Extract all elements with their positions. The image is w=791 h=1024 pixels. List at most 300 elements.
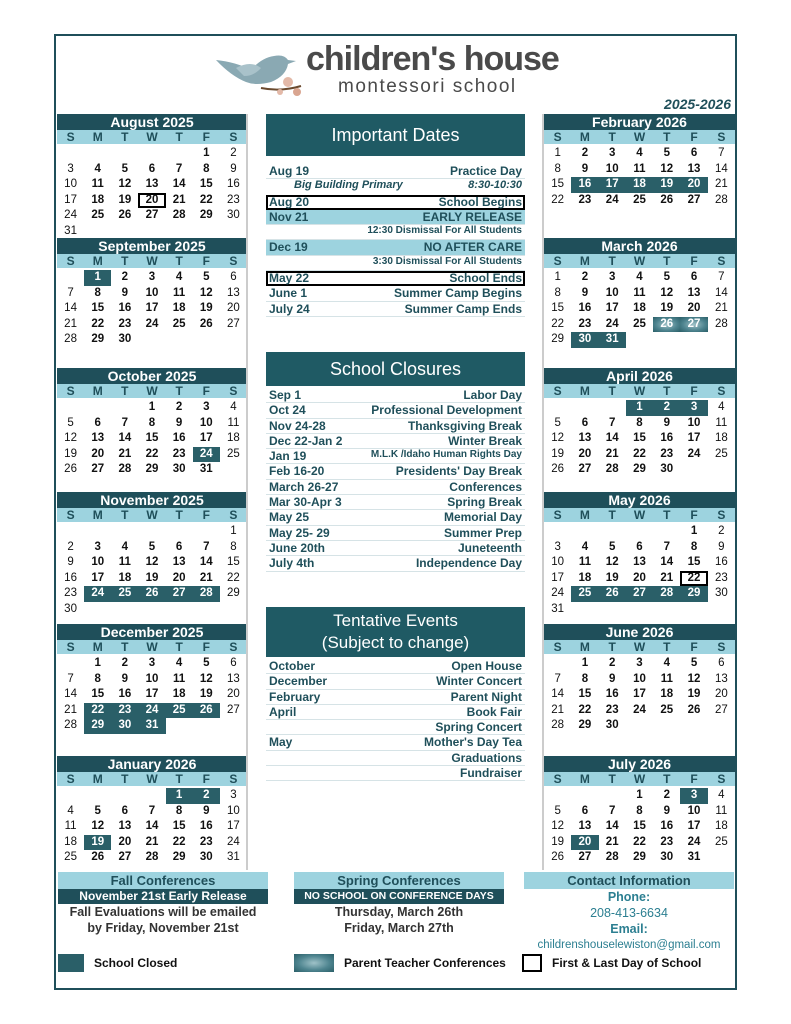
day-cell: 24 (605, 193, 619, 206)
day-cell: 6 (718, 657, 725, 669)
events-row (266, 690, 525, 705)
day-cell: 13 (172, 556, 186, 568)
weekday-label: T (663, 384, 671, 398)
fall-conf-title: Fall Conferences (58, 872, 268, 889)
closures-row (266, 556, 525, 571)
month-days (57, 788, 247, 866)
day-cell: 29 (172, 851, 186, 863)
row-description: EARLY RELEASE (422, 209, 522, 224)
day-cell: 14 (605, 432, 619, 444)
day-cell: 2 (718, 525, 725, 537)
day-cell: 29 (680, 586, 707, 602)
school-closures-section (266, 352, 525, 572)
day-cell: 2 (121, 657, 129, 669)
day-cell (571, 524, 598, 540)
day-cell: 1 (166, 788, 193, 804)
day-cell: 12 (91, 820, 105, 832)
weekday-label: F (690, 130, 698, 144)
day-cell: 14 (714, 286, 728, 299)
day-cell: 21 (551, 703, 565, 716)
row-description: NO AFTER CARE (423, 240, 522, 255)
day-cell: 10 (633, 672, 646, 685)
day-cell: 11 (227, 416, 240, 429)
weekday-label: T (121, 640, 129, 654)
weekday-label: S (66, 130, 75, 144)
day-cell: 5 (121, 162, 129, 175)
day-cell: 22 (551, 193, 565, 206)
day-cell: 19 (687, 688, 701, 700)
bird-logo-icon (206, 40, 306, 100)
day-cell: 26 (91, 851, 105, 863)
weekday-header (57, 508, 247, 522)
day-cell: 20 (227, 688, 240, 700)
phone-number[interactable]: 208-413-6634 (590, 906, 668, 920)
day-cell (653, 332, 680, 348)
row-description: School Begins (438, 194, 522, 209)
day-cell: 5 (554, 804, 561, 817)
weekday-label: S (229, 130, 238, 144)
day-cell: 17 (145, 302, 159, 314)
month-calendar (57, 624, 247, 734)
row-date: Aug 20 (269, 194, 310, 209)
day-cell: 11 (91, 178, 104, 190)
day-cell: 25 (91, 209, 105, 221)
row-date: Dec 19 (269, 240, 308, 255)
day-cell: 21 (660, 571, 674, 584)
month-title: March 2026 (544, 238, 735, 254)
weekday-label: T (663, 772, 671, 786)
closures-row (266, 434, 525, 449)
day-cell: 20 (118, 835, 132, 848)
day-cell: 9 (609, 672, 616, 685)
weekday-label: M (92, 130, 103, 144)
day-cell: 8 (636, 416, 643, 429)
day-cell: 7 (663, 540, 670, 553)
day-cell: 9 (230, 162, 237, 175)
important-row (266, 195, 525, 210)
month-days (57, 400, 247, 478)
day-cell: 15 (199, 178, 213, 190)
day-cell: 21 (172, 193, 186, 206)
day-cell: 18 (714, 432, 728, 444)
legend-closed-label: School Closed (94, 956, 178, 970)
row-date: July 24 (269, 301, 310, 316)
legend-fl (522, 954, 701, 972)
day-cell (544, 400, 571, 416)
month-title: May 2026 (544, 492, 735, 508)
weekday-label: F (202, 384, 210, 398)
day-cell: 19 (660, 302, 674, 314)
day-cell: 30 (111, 718, 138, 734)
day-cell: 22 (227, 571, 240, 584)
closures-row (266, 541, 525, 556)
day-cell: 1 (554, 147, 561, 159)
day-cell: 9 (581, 286, 589, 299)
day-cell: 15 (687, 556, 701, 568)
row-date: Nov 21 (269, 209, 309, 224)
tentative-events-heading (266, 607, 525, 657)
day-cell: 29 (578, 719, 592, 731)
important-row (266, 225, 525, 240)
day-cell: 10 (91, 556, 105, 568)
day-cell: 29 (84, 718, 111, 734)
day-cell: 15 (633, 820, 646, 832)
day-cell: 17 (199, 432, 213, 444)
day-cell (193, 332, 220, 348)
day-cell: 25 (166, 703, 193, 719)
day-cell: 27 (118, 851, 132, 863)
day-cell (193, 718, 220, 734)
day-cell: 14 (714, 162, 728, 175)
day-cell (57, 788, 84, 804)
day-cell: 8 (690, 540, 698, 553)
row-description: Independence Day (415, 556, 522, 571)
row-date: Oct 24 (269, 403, 306, 418)
day-cell: 25 (571, 586, 598, 602)
day-cell: 20 (172, 571, 186, 584)
day-cell: 7 (203, 540, 210, 553)
row-description: Parent Night (450, 689, 522, 704)
day-cell: 2 (609, 657, 616, 669)
day-cell: 3 (609, 147, 616, 159)
day-cell: 25 (660, 703, 674, 716)
row-description: Graduations (451, 750, 522, 765)
day-cell: 30 (118, 333, 132, 345)
day-cell: 30 (199, 851, 213, 863)
month-title: December 2025 (57, 624, 247, 640)
weekday-label: T (121, 254, 129, 268)
day-cell: 29 (633, 463, 646, 475)
day-cell: 2 (230, 147, 237, 159)
day-cell (166, 224, 193, 240)
day-cell: 14 (172, 178, 186, 190)
weekday-label: M (579, 772, 590, 786)
row-description: Summer Camp Ends (404, 301, 522, 316)
day-cell: 15 (91, 302, 105, 314)
day-cell: 2 (653, 400, 680, 416)
email-address[interactable]: childrenshouselewiston@gmail.com (537, 939, 721, 951)
day-cell (544, 656, 571, 672)
day-cell: 22 (145, 447, 159, 460)
weekday-label: S (66, 772, 75, 786)
day-cell: 1 (554, 271, 561, 283)
day-cell: 7 (718, 147, 725, 159)
weekday-header (544, 130, 735, 144)
day-cell: 4 (230, 401, 237, 413)
day-cell: 28 (64, 333, 77, 345)
day-cell: 3 (636, 657, 643, 669)
day-cell: 14 (199, 556, 213, 568)
day-cell: 29 (199, 209, 213, 221)
day-cell: 26 (199, 317, 213, 330)
day-cell: 17 (599, 177, 626, 193)
weekday-header (57, 384, 247, 398)
day-cell: 17 (551, 571, 565, 584)
day-cell (166, 524, 193, 540)
day-cell: 9 (203, 804, 210, 817)
day-cell (653, 524, 680, 540)
weekday-label: S (553, 508, 562, 522)
day-cell: 18 (172, 302, 186, 314)
day-cell: 3 (554, 540, 561, 553)
day-cell: 3 (203, 401, 210, 413)
tentative-events-section (266, 607, 525, 781)
row-description: Winter Concert (436, 674, 522, 689)
day-cell: 21 (199, 571, 213, 584)
day-cell: 13 (687, 286, 701, 299)
weekday-label: F (202, 508, 210, 522)
month-days (544, 524, 735, 617)
day-cell: 16 (605, 688, 619, 700)
day-cell: 13 (118, 820, 132, 832)
day-cell: 28 (551, 719, 565, 731)
day-cell: 22 (680, 571, 707, 587)
day-cell: 29 (145, 463, 159, 475)
row-date: October (269, 659, 316, 673)
day-cell: 12 (660, 286, 674, 299)
day-cell: 22 (172, 835, 186, 848)
row-date: April (269, 704, 297, 719)
row-description: Summer Prep (443, 525, 522, 540)
day-cell: 26 (118, 209, 132, 221)
day-cell: 18 (714, 820, 728, 832)
left-divider (246, 114, 248, 870)
day-cell: 3 (680, 788, 707, 804)
day-cell: 10 (605, 286, 619, 299)
day-cell: 13 (633, 556, 646, 568)
day-cell: 4 (67, 804, 74, 817)
day-cell: 20 (714, 688, 728, 700)
closures-row (266, 495, 525, 510)
day-cell: 5 (67, 416, 74, 429)
important-row (266, 210, 525, 225)
day-cell: 18 (91, 193, 105, 206)
day-cell (138, 788, 165, 804)
day-cell: 1 (581, 657, 589, 669)
month-calendar (57, 238, 247, 348)
day-cell: 28 (145, 851, 159, 863)
day-cell: 20 (571, 835, 598, 851)
events-row (266, 659, 525, 674)
day-cell (57, 524, 84, 540)
day-cell: 16 (118, 688, 132, 700)
contact-title: Contact Information (524, 872, 734, 889)
events-row (266, 766, 525, 781)
day-cell: 3 (67, 162, 74, 175)
day-cell: 17 (64, 193, 77, 206)
day-cell: 20 (687, 302, 701, 314)
day-cell: 23 (714, 571, 728, 584)
day-cell (599, 602, 626, 618)
day-cell: 15 (172, 820, 186, 832)
day-cell: 11 (64, 820, 77, 832)
day-cell (220, 718, 247, 734)
weekday-label: W (633, 254, 646, 268)
day-cell: 12 (199, 286, 213, 299)
events-row (266, 751, 525, 766)
day-cell: 27 (687, 193, 701, 206)
first-last-swatch-icon (522, 954, 542, 972)
day-cell: 22 (91, 317, 105, 330)
day-cell: 11 (173, 672, 186, 685)
important-row (266, 240, 525, 255)
weekday-label: F (202, 640, 210, 654)
row-description: School Ends (449, 271, 522, 286)
day-cell: 18 (64, 835, 77, 848)
day-cell: 2 (663, 789, 670, 801)
day-cell: 27 (578, 463, 592, 475)
month-title: September 2025 (57, 238, 247, 254)
month-calendar (544, 492, 735, 617)
weekday-label: M (579, 508, 590, 522)
day-cell: 11 (118, 556, 131, 568)
weekday-label: F (690, 772, 698, 786)
weekday-label: W (633, 640, 646, 654)
row-description: Practice Day (449, 164, 522, 178)
day-cell: 20 (138, 193, 165, 209)
day-cell: 7 (67, 672, 74, 685)
day-cell: 17 (227, 820, 240, 832)
weekday-label: W (633, 384, 646, 398)
day-cell: 24 (64, 209, 77, 221)
weekday-header (544, 640, 735, 654)
day-cell: 18 (660, 688, 674, 700)
day-cell: 22 (578, 703, 592, 716)
weekday-header (57, 254, 247, 268)
row-description: Thanksgiving Break (407, 418, 522, 433)
day-cell: 23 (64, 587, 77, 599)
row-description: Conferences (449, 479, 522, 494)
day-cell (111, 524, 138, 540)
day-cell: 24 (193, 447, 220, 463)
conference-swatch-icon (294, 954, 334, 972)
day-cell (84, 400, 111, 416)
day-cell: 9 (718, 540, 725, 553)
day-cell: 24 (138, 703, 165, 719)
month-calendar (57, 492, 247, 617)
day-cell: 13 (578, 432, 592, 444)
weekday-label: M (579, 254, 590, 268)
row-description: Spring Break (447, 495, 522, 510)
day-cell: 27 (578, 851, 592, 863)
day-cell: 30 (605, 719, 619, 731)
weekday-label: T (608, 772, 616, 786)
day-cell (680, 718, 707, 734)
day-cell: 11 (633, 162, 646, 175)
month-days (544, 656, 735, 734)
closures-row (266, 526, 525, 541)
day-cell: 8 (94, 672, 101, 685)
day-cell: 10 (199, 416, 213, 429)
day-cell: 23 (172, 447, 186, 460)
day-cell: 11 (715, 804, 728, 817)
day-cell: 25 (227, 447, 240, 460)
day-cell: 7 (121, 416, 129, 429)
day-cell: 19 (145, 571, 159, 584)
day-cell: 13 (91, 432, 105, 444)
day-cell: 7 (175, 162, 183, 175)
row-date: July 4th (269, 556, 315, 571)
row-description: Book Fair (466, 704, 522, 719)
day-cell (84, 224, 111, 240)
day-cell: 4 (636, 147, 643, 159)
row-date: Jan 19 (269, 449, 307, 464)
day-cell: 21 (64, 317, 77, 330)
row-description: 3:30 Dismissal For All Students (372, 255, 522, 267)
spring-conf-line2: Friday, March 27th (344, 921, 454, 935)
day-cell (708, 602, 735, 618)
day-cell: 21 (64, 703, 77, 716)
row-description: M.L.K /Idaho Human Rights Day (370, 449, 522, 461)
month-title: November 2025 (57, 492, 247, 508)
day-cell: 30 (64, 602, 77, 615)
day-cell: 4 (636, 271, 643, 283)
day-cell: 8 (554, 162, 561, 175)
important-row (266, 271, 525, 286)
weekday-label: M (92, 508, 103, 522)
day-cell (193, 524, 220, 540)
day-cell: 31 (64, 224, 77, 237)
day-cell (599, 400, 626, 416)
day-cell: 6 (636, 540, 643, 553)
day-cell: 28 (193, 586, 220, 602)
day-cell: 5 (663, 147, 670, 159)
day-cell: 27 (91, 463, 105, 475)
day-cell (193, 224, 220, 240)
day-cell: 19 (199, 302, 213, 314)
day-cell: 23 (605, 703, 619, 716)
month-days (544, 270, 735, 348)
closures-row (266, 388, 525, 403)
day-cell: 20 (227, 302, 240, 314)
weekday-label: S (717, 130, 726, 144)
day-cell: 10 (605, 162, 619, 175)
month-days (57, 656, 247, 734)
day-cell: 24 (551, 587, 565, 599)
day-cell: 18 (633, 302, 646, 314)
day-cell: 23 (578, 193, 592, 206)
closures-row (266, 419, 525, 434)
day-cell: 6 (230, 271, 237, 283)
email-label: Email: (610, 922, 648, 936)
day-cell: 20 (633, 571, 646, 584)
weekday-label: T (121, 772, 129, 786)
weekday-label: M (92, 640, 103, 654)
day-cell (84, 524, 111, 540)
row-description: Fundraiser (459, 766, 522, 781)
day-cell (626, 718, 653, 734)
day-cell: 31 (551, 602, 565, 615)
day-cell: 15 (145, 432, 159, 444)
day-cell: 5 (663, 271, 670, 283)
day-cell: 24 (633, 703, 646, 716)
day-cell: 11 (173, 286, 186, 299)
day-cell: 30 (571, 332, 598, 348)
fall-conf-line1: Fall Evaluations will be emailed (69, 905, 257, 919)
day-cell: 18 (227, 432, 240, 444)
month-calendar (57, 756, 247, 866)
day-cell: 13 (687, 162, 701, 175)
month-days (57, 524, 247, 617)
weekday-label: F (690, 640, 698, 654)
legend-fl-label: First & Last Day of School (552, 956, 702, 970)
row-description: Mother's Day Tea (424, 735, 522, 750)
day-cell: 6 (690, 147, 698, 159)
row-date: June 20th (269, 540, 326, 555)
day-cell: 16 (660, 820, 674, 832)
day-cell: 22 (199, 193, 213, 206)
day-cell: 16 (199, 820, 213, 832)
